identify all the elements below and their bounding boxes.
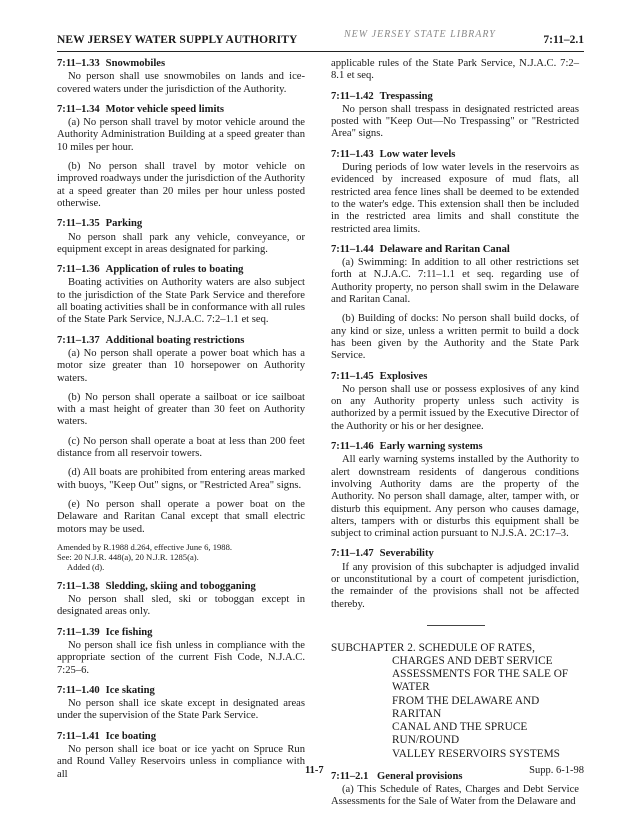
section-paragraph: (a) This Schedule of Rates, Charges and Debt Service Assessments for the Sale of Water from the Delaware and [331,784,579,808]
section [57,58,305,96]
section-paragraph: No person shall use snowmobiles on lands and ice-covered waters under the jurisdiction of the Authority. [57,71,305,95]
page-header [57,31,584,51]
section-num: 7:11–1.37 [57,334,100,346]
section-title: Motor vehicle speed limits [105,103,225,115]
section-heading [57,627,305,639]
section [57,685,305,723]
section-heading [57,731,305,743]
subchapter-line: SUBCHAPTER 2. SCHEDULE OF RATES, [331,641,535,654]
right-sections [331,91,579,611]
amendment-line: See: 20 N.J.R. 448(a), 20 N.J.R. 1285(a). [57,551,199,562]
section-paragraph: All early warning systems installed by the Authority to alert downstream residents of dangerous conditions involving Authority dams are the property of the Authority. No person shall damage, alter, tamper with, or disturb this equipment. Any person who causes damage, alters, tampers with or disturbs this equipment shall be subject to criminal action pursuant to N.J.S.A. 2C:17–3. [331,454,579,540]
section-heading [331,441,579,453]
section-paragraph: No person shall park any vehicle, conveyance, or equipment except in areas designated for parking. [57,231,305,255]
section [57,627,305,677]
section-title: Low water levels [379,148,456,160]
section [331,548,579,610]
subchapter-line: ASSESSMENTS FOR THE SALE OF WATER [392,668,569,694]
section [57,581,305,619]
subchapter-line: VALLEY RESERVOIRS SYSTEMS [392,747,560,760]
section-paragraph: (b) Building of docks: No person shall build docks, of any kind or size, unless a written permit to build a dock has been given by the Authority and the State Park Service. [331,313,579,362]
section-paragraph: (c) No person shall operate a boat at less than 200 feet distance from all reservoir towers. [57,435,305,460]
section-num: 7:11–1.43 [331,148,374,160]
section [57,335,305,536]
supplement-date: Supp. 6-1-98 [529,765,584,776]
section-title: Early warning systems [379,441,483,453]
section-heading [57,218,305,230]
section-paragraph: During periods of low water levels in the reservoirs as evidenced by increased exposure of mud flats, all restricted area fence lines shall be deemed to be extended to the water's edge. This extension shall then be included in the restricted area limits and shall constitute the restricted area limits. [331,162,579,235]
section-paragraph: (a) Swimming: In addition to all other restrictions set forth at N.J.A.C. 7:11–1.1 et seq. regarding use of Authority property, no person shall swim in the Delaware and Raritan Canal. [331,257,579,306]
section-num: 7:11–1.35 [57,218,100,230]
section [331,149,579,236]
section-title: Ice boating [105,730,156,742]
section-num: 7:11–1.34 [57,103,100,115]
section-title: Trespassing [379,90,433,102]
section-paragraph: (a) No person shall operate a power boat which has a motor size greater than 10 horsepower on Authority waters. [57,347,305,384]
section-heading [331,244,579,256]
section-title: Ice fishing [105,626,153,638]
section-num: 7:11–1.47 [331,548,374,560]
section-title: Parking [105,218,143,230]
section-num: 7:11–1.38 [57,580,100,592]
page-footer [57,765,584,779]
section-heading [57,264,305,276]
running-title: NEW JERSEY WATER SUPPLY AUTHORITY [57,34,298,46]
section-num: 7:11–1.33 [57,58,100,69]
section-paragraph: No person shall sled, ski or toboggan except in designated areas only. [57,594,305,618]
section-heading [57,58,305,70]
section-num: 7:11–1.46 [331,441,374,453]
amendment-line: Added (d). [67,561,105,572]
section-heading [57,685,305,697]
section-title: Delaware and Raritan Canal [379,243,510,255]
section-num: 7:11–1.39 [57,626,100,638]
section-num: 7:11–1.36 [57,264,100,276]
section-paragraph: No person shall ice fish unless in compliance with the appropriate section of the current Fish Code, N.J.A.C. 7:25–6. [57,639,305,676]
section [57,264,305,326]
section [57,104,305,210]
section-title: Additional boating restrictions [105,334,245,346]
header-rule [57,51,584,52]
section-heading [331,91,579,103]
section-paragraph: If any provision of this subchapter is adjudged invalid or unconstitutional by a court of competent jurisdiction, the remainder of the provisions shall not be affected thereby. [331,561,579,610]
section-num: 7:11–1.41 [57,730,100,742]
section-title: Severability [379,548,434,560]
section-heading [57,104,305,116]
section-heading [331,371,579,383]
section-title: Sledding, skiing and tobogganing [105,580,256,592]
section-heading [57,581,305,593]
section-title: General provisions [377,770,463,782]
section-num: 7:11–2.1 [331,770,369,782]
section [331,441,579,540]
section-num: 7:11–1.42 [331,90,374,102]
section [331,244,579,363]
section-heading [331,548,579,560]
subchapter-line: FROM THE DELAWARE AND RARITAN [392,694,540,720]
amendment-line: Amended by R.1988 d.264, effective June 6, 1988. [57,541,233,552]
section-paragraph: No person shall trespass in designated restricted areas posted with "Keep Out—No Trespassing" or "Restricted Area" signs. [331,103,579,140]
section-paragraph: No person shall ice boat or ice yacht on Spruce Run and Round Valley Reservoirs unless in compliance with all [57,744,305,780]
section-paragraph: (e) No person shall operate a power boat on the Delaware and Raritan Canal except that small electric motors may be used. [57,498,305,535]
continued-text: applicable rules of the State Park Service, N.J.A.C. 7:2–8.1 et seq. [331,58,579,82]
section-paragraph: (d) All boats are prohibited from entering areas marked with buoys, "Keep Out" signs, or "Restricted Area" signs. [57,467,305,491]
section-num: 7:11–1.45 [331,370,374,382]
section-num: 7:11–1.40 [57,684,100,696]
section-num: 7:11–1.44 [331,243,374,255]
section-heading [57,335,305,347]
section-paragraph: (a) No person shall travel by motor vehicle around the Authority Administration Building at a speed greater than 10 miles per hour. [57,117,305,153]
section-title: Explosives [379,370,428,382]
section-heading [331,149,579,161]
section [331,91,579,141]
section [57,218,305,256]
page-number: 11-7 [305,765,324,776]
amendment-note [57,542,305,572]
subchapter-line: CANAL AND THE SPRUCE RUN/ROUND [392,721,528,747]
section-number: 7:11–2.1 [543,34,584,46]
left-column [57,58,305,789]
section [331,371,579,433]
subchapter-line: CHARGES AND DEBT SERVICE [392,655,553,668]
section-paragraph: No person shall use or possess explosives of any kind on any Authority property unless such activity is authorized by a permit issued by the Executive Director of the Authority or his or her designee. [331,383,579,432]
section-paragraph: No person shall ice skate except in designated areas under the supervision of the State Park Service. [57,698,305,722]
section-title: Ice skating [105,684,155,696]
right-column [331,58,579,817]
divider-rule [427,625,485,626]
subchapter-heading [331,642,579,761]
section-paragraph: (b) No person shall travel by motor vehicle on improved roadways under the jurisdiction of the Authority at a speed greater than 20 miles per hour unless posted otherwise. [57,161,305,209]
library-stamp: NEW JERSEY STATE LIBRARY [344,29,496,40]
section-title: Snowmobiles [105,58,166,69]
section-paragraph: (b) No person shall operate a sailboat or ice sailboat with a mast height of greater than 30 feet on Authority waters. [57,391,305,428]
section-title: Application of rules to boating [105,264,244,276]
section-paragraph: Boating activities on Authority waters are also subject to the jurisdiction of the State Park Service and therefore all boating activities shall be in conformance with all rules of the State Park Service, N.J.A.C. 7:2–1.1 et seq. [57,277,305,326]
